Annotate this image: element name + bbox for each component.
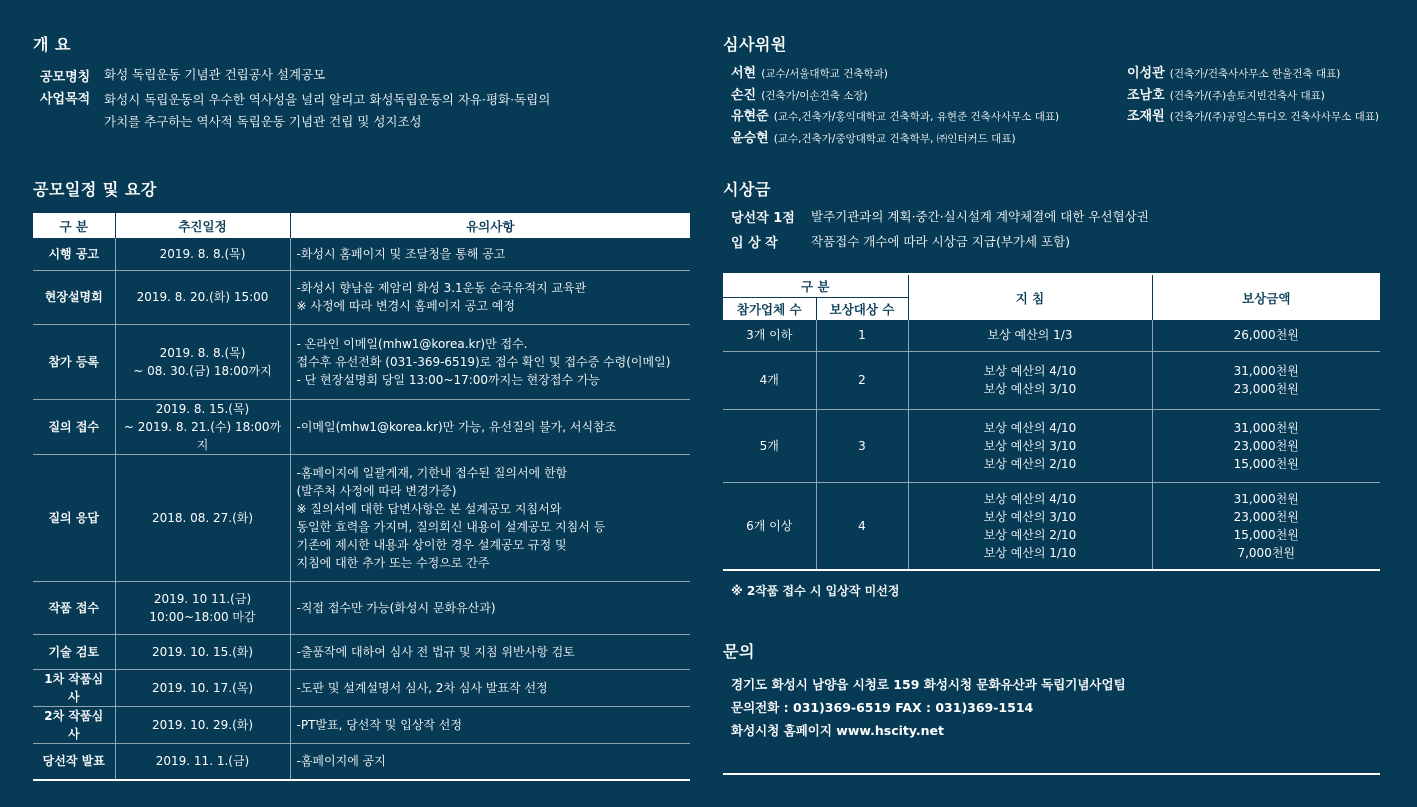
jury-member-desc: (교수,건축가/중앙대학교 건축학부, ㈜인터커드 대표) (773, 132, 1016, 145)
schedule-item-note: -화성시 향남읍 제암리 화성 3.1운동 순국유적지 교육관 ※ 사정에 따라 변경시 홈페이지 공고 예정 (290, 270, 690, 324)
jury-member (731, 105, 1121, 127)
contact-divider (723, 773, 1380, 775)
jury-member-desc: (교수/서울대학교 건축학과) (761, 68, 888, 80)
jury-member-name: 조재원 (1127, 109, 1165, 124)
schedule-item-date: 2019. 10 11.(금) 10:00~18:00 마감 (115, 581, 290, 634)
schedule-heading: 공모일정 및 요강 (33, 180, 157, 199)
schedule-item-name: 참가 등록 (33, 324, 115, 399)
prize-header-guide: 지 침 (908, 274, 1152, 320)
contact-heading: 문의 (723, 642, 755, 661)
prize-row-target: 3 (816, 409, 908, 482)
schedule-item-note: -화성시 홈페이지 및 조달청을 통해 공고 (290, 238, 690, 270)
prize-row-guide: 보상 예산의 4/10 보상 예산의 3/10 보상 예산의 2/10 보상 예산의 1/10 (908, 482, 1152, 570)
table-row (33, 454, 690, 581)
jury-member (731, 127, 1121, 149)
table-row (33, 324, 690, 399)
jury-list-left (731, 62, 1121, 148)
schedule-item-date: 2019. 8. 8.(목) ~ 08. 30.(금) 18:00까지 (115, 324, 290, 399)
schedule-item-date: 2019. 8. 15.(목) ~ 2019. 8. 21.(수) 18:00까지 (115, 399, 290, 454)
schedule-item-name: 당선작 발표 (33, 743, 115, 780)
prize-row-target: 1 (816, 320, 908, 351)
jury-member (1127, 105, 1412, 127)
jury-member-desc: (건축가/(주)솔토지빈건축사 대표) (1169, 89, 1325, 102)
prize-row-count: 4개 (723, 351, 816, 409)
contact-homepage: 화성시청 홈페이지 www.hscity.net (731, 723, 945, 738)
jury-member-desc: (건축가/건축사사무소 한울건축 대표) (1169, 68, 1341, 80)
schedule-item-note: -PT발표, 당선작 및 입상작 선정 (290, 706, 690, 743)
table-row (723, 482, 1380, 570)
prize-item (731, 229, 1371, 254)
schedule-item-date: 2019. 11. 1.(금) (115, 743, 290, 780)
prize-item-text: 작품접수 개수에 따라 시상금 지급(부가세 포함) (811, 233, 1071, 249)
table-row (33, 669, 690, 706)
prize-item-label: 당선작 1점 (731, 211, 795, 226)
schedule-item-note: -도판 및 설계설명서 심사, 2차 심사 발표작 선정 (290, 669, 690, 706)
prize-table (723, 273, 1380, 571)
table-row (723, 351, 1380, 409)
jury-member-name: 윤승현 (731, 130, 769, 146)
prize-row-guide: 보상 예산의 4/10 보상 예산의 3/10 (908, 351, 1152, 409)
overview-label: 사업목적 (40, 92, 91, 107)
prize-header-amount: 보상금액 (1152, 274, 1380, 320)
jury-member-desc: (건축가/(주)공일스튜디오 건축사사무소 대표) (1169, 111, 1379, 123)
table-row (723, 409, 1380, 482)
prize-list (731, 204, 1371, 254)
table-row (33, 634, 690, 669)
jury-heading: 심사위원 (723, 35, 787, 54)
schedule-item-note: - 온라인 이메일(mhw1@korea.kr)만 접수. 접수후 유선전화 (031-369-6519)로 접수 확인 및 접수증 수령(이메일) - 단 현장설명회 당일 13:00~17:00까지는 현장접수 가능 (290, 324, 690, 399)
schedule-item-name: 1차 작품심사 (33, 669, 115, 706)
schedule-item-name: 기술 검토 (33, 634, 115, 669)
overview-heading: 개 요 (33, 35, 71, 54)
schedule-item-note: -홈페이지에 공지 (290, 743, 690, 780)
prize-row-amount: 31,000천원 23,000천원 15,000천원 (1152, 409, 1380, 482)
schedule-header-category: 구 분 (33, 213, 115, 238)
jury-member-desc: (건축가/이손건축 소장) (761, 89, 868, 102)
prize-row-amount: 31,000천원 23,000천원 15,000천원 7,000천원 (1152, 482, 1380, 570)
schedule-header-note: 유의사항 (290, 213, 690, 238)
schedule-item-date: 2019. 10. 29.(화) (115, 706, 290, 743)
jury-member-desc: (교수,건축가/홍익대학교 건축학과, 유현준 건축사사무소 대표) (773, 111, 1060, 123)
schedule-item-name: 현장설명회 (33, 270, 115, 324)
jury-member-name: 손진 (731, 87, 757, 103)
table-row (33, 581, 690, 634)
schedule-item-date: 2019. 8. 8.(목) (115, 238, 290, 270)
schedule-item-name: 2차 작품심사 (33, 706, 115, 743)
table-row (723, 320, 1380, 351)
prize-header-count: 참가업체 수 (723, 297, 816, 320)
prize-row-guide: 보상 예산의 1/3 (908, 320, 1152, 351)
jury-member (731, 62, 1121, 84)
overview-text: 화성시 독립운동의 우수한 역사성을 널리 알리고 화성독립운동의 자유·평화·독립의 가치를 추구하는 역사적 독립운동 기념관 건립 및 성지조성 (104, 92, 551, 129)
table-row (33, 238, 690, 270)
schedule-header-row (33, 213, 690, 238)
jury-member (1127, 84, 1412, 106)
prize-row-count: 3개 이하 (723, 320, 816, 351)
table-row (33, 743, 690, 780)
schedule-item-note: -홈페이지에 일괄게재, 기한내 접수된 질의서에 한함 (발주처 사정에 따라 변경가증) ※ 질의서에 대한 답변사항은 본 설계공모 지침서와 동일한 효력을 가지며, 질의회신 내용이 설계공모 지침서 등 기존에 제시한 내용과 상이한 경우 설계공모 규정 및 지침에 대한 추가 또는 수정으로 간주 (290, 454, 690, 581)
schedule-item-note: -직접 접수만 가능(화성시 문화유산과) (290, 581, 690, 634)
prize-header-group: 구 분 (723, 274, 908, 297)
prize-header-row (723, 274, 1380, 297)
jury-member (1127, 62, 1412, 84)
jury-member-name: 조남호 (1127, 87, 1165, 103)
prize-note: ※ 2작품 접수 시 입상작 미선정 (731, 584, 900, 598)
schedule-item-name: 작품 접수 (33, 581, 115, 634)
schedule-header-date: 추진일정 (115, 213, 290, 238)
schedule-item-date: 2019. 10. 15.(화) (115, 634, 290, 669)
table-row (33, 270, 690, 324)
overview-text: 화성 독립운동 기념관 건립공사 설계공모 (104, 67, 326, 82)
schedule-item-date: 2018. 08. 27.(화) (115, 454, 290, 581)
contact-info (731, 673, 1381, 742)
contact-address: 경기도 화성시 남양읍 시청로 159 화성시청 문화유산과 독립기념사업팀 (731, 677, 1126, 692)
jury-member-name: 이성관 (1127, 66, 1165, 81)
overview-label: 공모명칭 (40, 69, 91, 85)
schedule-item-note: -출품작에 대하여 심사 전 법규 및 지침 위반사항 검토 (290, 634, 690, 669)
overview-item-name (40, 62, 680, 88)
prize-item-label: 입 상 작 (731, 236, 778, 251)
prize-item (731, 204, 1371, 229)
jury-member (731, 84, 1121, 106)
schedule-item-note: -이메일(mhw1@korea.kr)만 가능, 유선질의 불가, 서식참조 (290, 399, 690, 454)
table-row (33, 706, 690, 743)
table-row (33, 399, 690, 454)
prize-row-guide: 보상 예산의 4/10 보상 예산의 3/10 보상 예산의 2/10 (908, 409, 1152, 482)
prize-row-count: 6개 이상 (723, 482, 816, 570)
prize-heading: 시상금 (723, 180, 771, 199)
jury-member-name: 서현 (731, 66, 757, 81)
schedule-item-date: 2019. 8. 20.(화) 15:00 (115, 270, 290, 324)
schedule-item-name: 시행 공고 (33, 238, 115, 270)
schedule-item-date: 2019. 10. 17.(목) (115, 669, 290, 706)
jury-list-right (1127, 62, 1412, 127)
schedule-table (33, 213, 690, 781)
prize-row-count: 5개 (723, 409, 816, 482)
prize-row-amount: 26,000천원 (1152, 320, 1380, 351)
prize-row-target: 4 (816, 482, 908, 570)
prize-item-text: 발주기관과의 계획·중간·실시설계 계약체결에 대한 우선협상권 (811, 208, 1149, 224)
schedule-item-name: 질의 접수 (33, 399, 115, 454)
overview-item-purpose (40, 89, 680, 133)
prize-row-target: 2 (816, 351, 908, 409)
jury-member-name: 유현준 (731, 109, 769, 124)
contact-phone: 문의전화 : 031)369-6519 FAX : 031)369-1514 (731, 700, 1034, 715)
prize-row-amount: 31,000천원 23,000천원 (1152, 351, 1380, 409)
overview-list (40, 62, 680, 133)
prize-header-target: 보상대상 수 (816, 297, 908, 320)
schedule-item-name: 질의 응답 (33, 454, 115, 581)
